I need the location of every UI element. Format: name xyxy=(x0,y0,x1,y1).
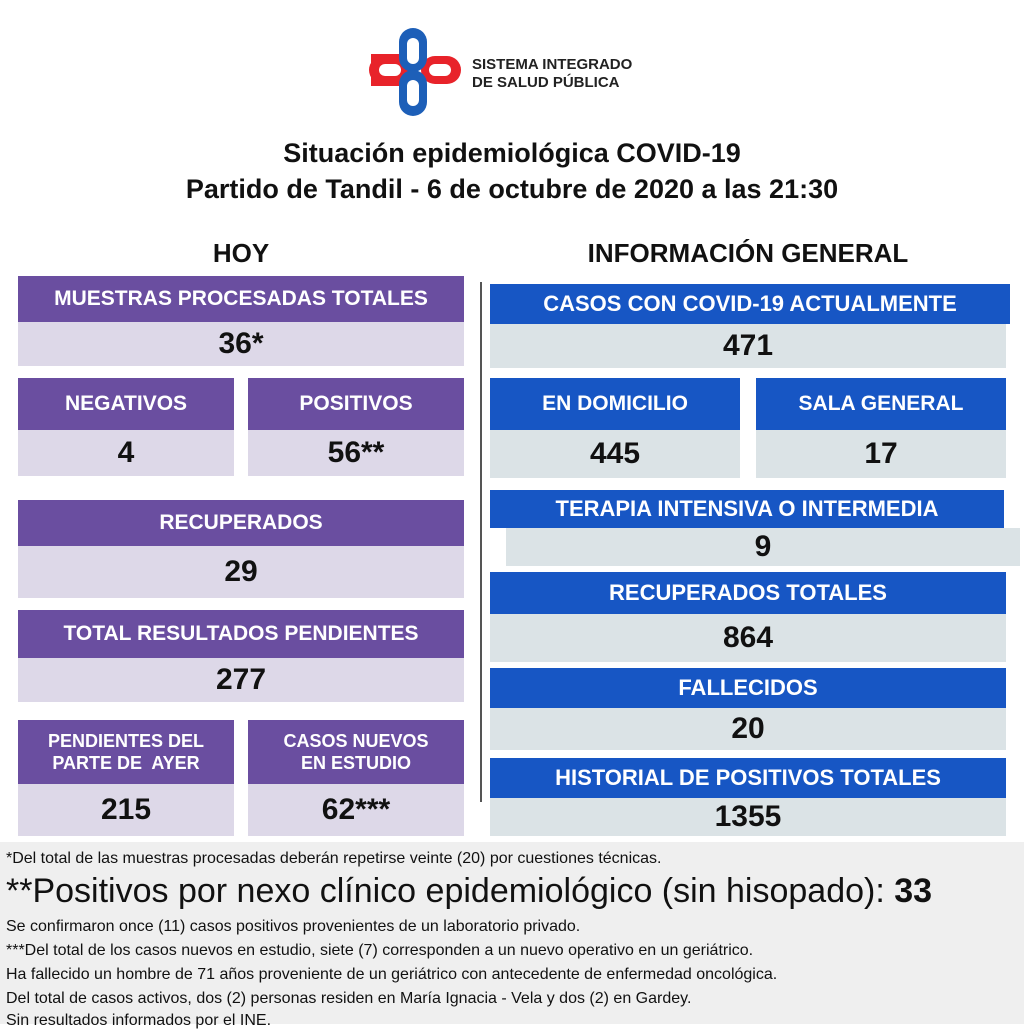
pendientes-ayer-label1: PENDIENTES DEL xyxy=(47,731,205,751)
pendientes-ayer-value: 215 xyxy=(18,784,234,836)
positivos-value: 56** xyxy=(248,430,464,476)
note-activos: Del total de casos activos, dos (2) personas residen en María Ignacia - Vela y dos (2) en Gardey. xyxy=(6,990,692,1007)
nuevos-estudio-label2: EN ESTUDIO xyxy=(300,753,411,773)
general-heading: INFORMACIÓN GENERAL xyxy=(587,238,909,268)
domicilio-value: 445 xyxy=(490,430,740,478)
actuales-value: 471 xyxy=(490,324,1006,368)
pendientes-header: TOTAL RESULTADOS PENDIENTES xyxy=(18,610,464,658)
pendientes-ayer-label2: PARTE DE AYER xyxy=(52,753,200,773)
recuperados-totales-value: 864 xyxy=(490,614,1006,662)
note-nexo-text: **Positivos por nexo clínico epidemiológico (sin hisopado): xyxy=(6,872,895,910)
note-laboratorio: Se confirmaron once (11) casos positivos provenientes de un laboratorio privado. xyxy=(6,918,581,935)
nuevos-estudio-header xyxy=(248,720,464,784)
recuperados-header: RECUPERADOS xyxy=(18,500,464,546)
negativos-header: NEGATIVOS xyxy=(18,378,234,430)
note-ine: Sin resultados informados por el INE. xyxy=(6,1012,272,1029)
fallecidos-header: FALLECIDOS xyxy=(490,668,1006,708)
title-line2: Partido de Tandil - 6 de octubre de 2020 a las 21:30 xyxy=(185,174,839,204)
historial-value: 1355 xyxy=(490,798,1006,836)
brand-line1: SISTEMA INTEGRADO xyxy=(472,56,633,73)
positivos-header: POSITIVOS xyxy=(248,378,464,430)
pendientes-ayer-header xyxy=(18,720,234,784)
nuevos-estudio-label1: CASOS NUEVOS xyxy=(283,731,429,751)
domicilio-header: EN DOMICILIO xyxy=(490,378,740,430)
sala-value: 17 xyxy=(756,430,1006,478)
fallecidos-value: 20 xyxy=(490,708,1006,750)
note-fallecido: Ha fallecido un hombre de 71 años proveniente de un geriátrico con antecedente de enfermedad oncológica. xyxy=(6,966,778,983)
column-divider xyxy=(480,282,482,802)
negativos-value: 4 xyxy=(18,430,234,476)
sala-header: SALA GENERAL xyxy=(756,378,1006,430)
title-line1: Situación epidemiológica COVID-19 xyxy=(283,138,741,168)
nuevos-estudio-value: 62*** xyxy=(248,784,464,836)
historial-header: HISTORIAL DE POSITIVOS TOTALES xyxy=(490,758,1006,798)
pendientes-value: 277 xyxy=(18,658,464,702)
terapia-value: 9 xyxy=(506,528,1020,566)
note-nexo-clinico xyxy=(6,872,932,911)
note-muestras: *Del total de las muestras procesadas deberán repetirse veinte (20) por cuestiones técnicas. xyxy=(6,850,662,867)
note-nexo-value: 33 xyxy=(894,872,933,910)
brand-name xyxy=(472,56,632,92)
sisp-logo xyxy=(365,24,465,120)
recuperados-value: 29 xyxy=(18,546,464,598)
actuales-header: CASOS CON COVID-19 ACTUALMENTE xyxy=(490,284,1010,324)
terapia-header: TERAPIA INTENSIVA O INTERMEDIA xyxy=(490,490,1004,528)
hoy-heading: HOY xyxy=(212,238,270,268)
muestras-header: MUESTRAS PROCESADAS TOTALES xyxy=(18,276,464,322)
muestras-value: 36* xyxy=(18,322,464,366)
brand-line2: DE SALUD PÚBLICA xyxy=(472,74,620,91)
note-geriatrico: ***Del total de los casos nuevos en estudio, siete (7) corresponden a un nuevo operativo en un geriátrico. xyxy=(6,942,754,959)
recuperados-totales-header: RECUPERADOS TOTALES xyxy=(490,572,1006,614)
